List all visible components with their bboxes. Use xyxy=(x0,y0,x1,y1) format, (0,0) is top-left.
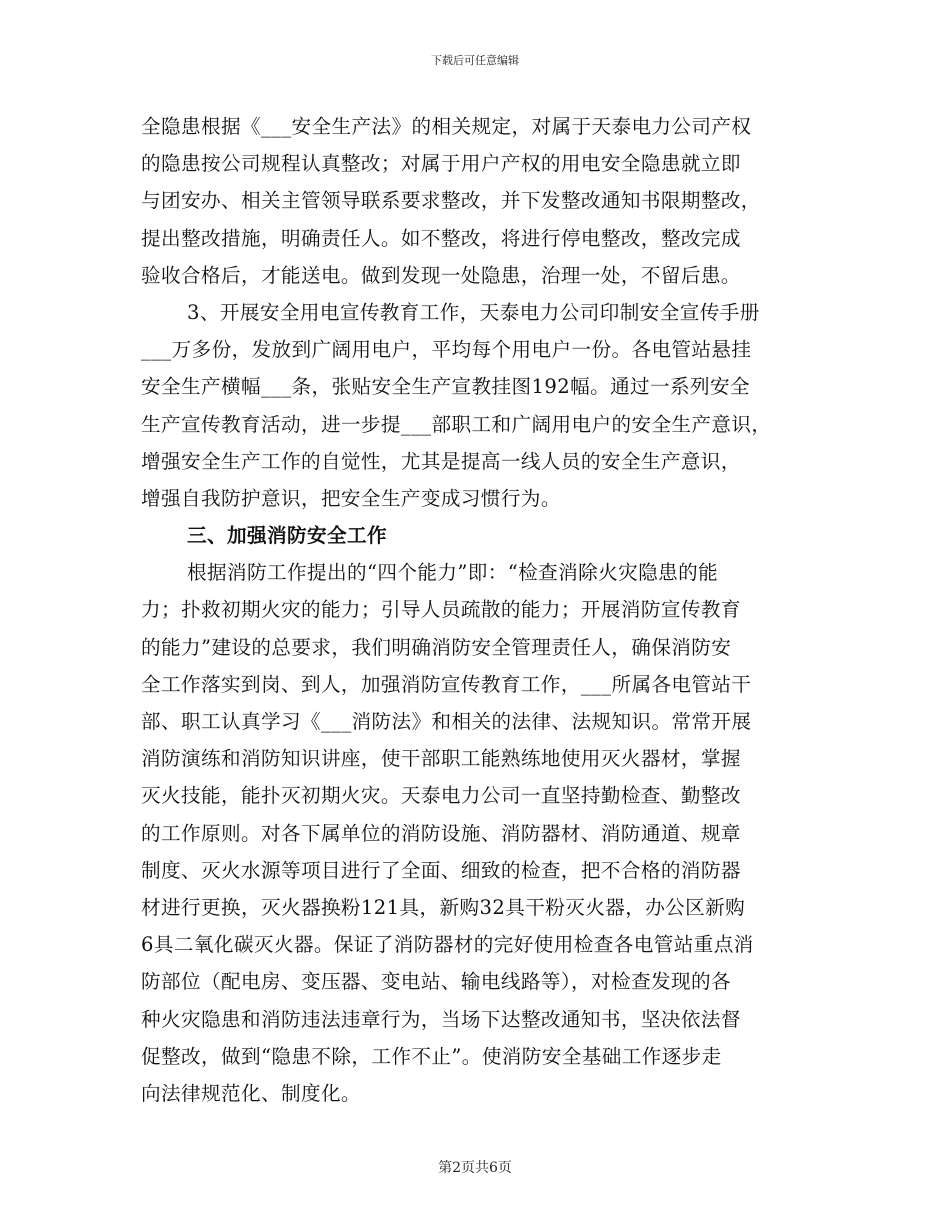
text-line: 力；扑救初期火灾的能力；引导人员疏散的能力；开展消防宣传教育 xyxy=(141,598,741,622)
text-line: 生产宣传教育活动，进一步提___部职工和广阔用电户的安全生产意识， xyxy=(141,412,772,436)
text-line: 全隐患根据《___安全生产法》的相关规定，对属于天泰电力公司产权 xyxy=(141,115,752,138)
text-line: 6具二氧化碳灭火器。保证了消防器材的完好使用检查各电管站重点消 xyxy=(141,933,754,957)
text-line: ___万多份，发放到广阔用电户，平均每个用电户一份。各电管站悬挂 xyxy=(141,338,752,362)
text-line: 灭火技能，能扑灭初期火灾。天泰电力公司一直坚持勤检查、勤整改 xyxy=(141,784,741,808)
text-line: 全工作落实到岗、到人，加强消防宣传教育工作，___所属各电管站干 xyxy=(141,672,752,696)
text-line: 提出整改措施，明确责任人。如不整改，将进行停电整改，整改完成 xyxy=(141,226,741,250)
section-heading: 三、加强消防安全工作 xyxy=(187,524,387,548)
text-line: 防部位（配电房、变压器、变电站、输电线路等），对检查发现的各 xyxy=(141,970,732,994)
text-line: 促整改，做到“隐患不除，工作不止”。使消防安全基础工作逐步走 xyxy=(141,1044,722,1068)
text-line: 验收合格后，才能送电。做到发现一处隐患，治理一处，不留后患。 xyxy=(141,263,741,287)
text-line: 与团安办、相关主管领导联系要求整改，并下发整改通知书限期整改， xyxy=(141,189,761,213)
text-line: 增强安全生产工作的自觉性，尤其是提高一线人员的安全生产意识， xyxy=(141,449,741,473)
paragraph-start-line: 3、开展安全用电宣传教育工作，天泰电力公司印制安全宣传手册 xyxy=(187,300,760,324)
text-line: 增强自我防护意识，把安全生产变成习惯行为。 xyxy=(141,486,561,510)
text-line: 种火灾隐患和消防违法违章行为，当场下达整改通知书，坚决依法督 xyxy=(141,1007,741,1031)
text-line: 的能力”建设的总要求，我们明确消防安全管理责任人，确保消防安 xyxy=(141,635,732,659)
text-line: 的工作原则。对各下属单位的消防设施、消防器材、消防通道、规章 xyxy=(141,821,741,845)
body-text xyxy=(141,108,841,1112)
text-line: 消防演练和消防知识讲座，使干部职工能熟练地使用灭火器材，掌握 xyxy=(141,747,741,771)
text-line: 部、职工认真学习《___消防法》和相关的法律、法规知识。常常开展 xyxy=(141,710,752,733)
text-line: 向法律规范化、制度化。 xyxy=(141,1081,361,1105)
text-line: 制度、灭火水源等项目进行了全面、细致的检查，把不合格的消防器 xyxy=(141,858,741,882)
text-line: 材进行更换，灭火器换粉121具，新购32具干粉灭火器，办公区新购 xyxy=(141,895,746,919)
text-line: 的隐患按公司规程认真整改；对属于用户产权的用电安全隐患就立即 xyxy=(141,152,741,176)
page-header-note: 下载后可任意编辑 xyxy=(431,54,519,67)
text-line: 安全生产横幅___条，张贴安全生产宣教挂图192幅。通过一系列安全 xyxy=(141,375,751,399)
paragraph-start-line: 根据消防工作提出的“四个能力”即：“检查消除火灾隐患的能 xyxy=(187,561,719,585)
page-number: 第2页共6页 xyxy=(438,1160,512,1176)
